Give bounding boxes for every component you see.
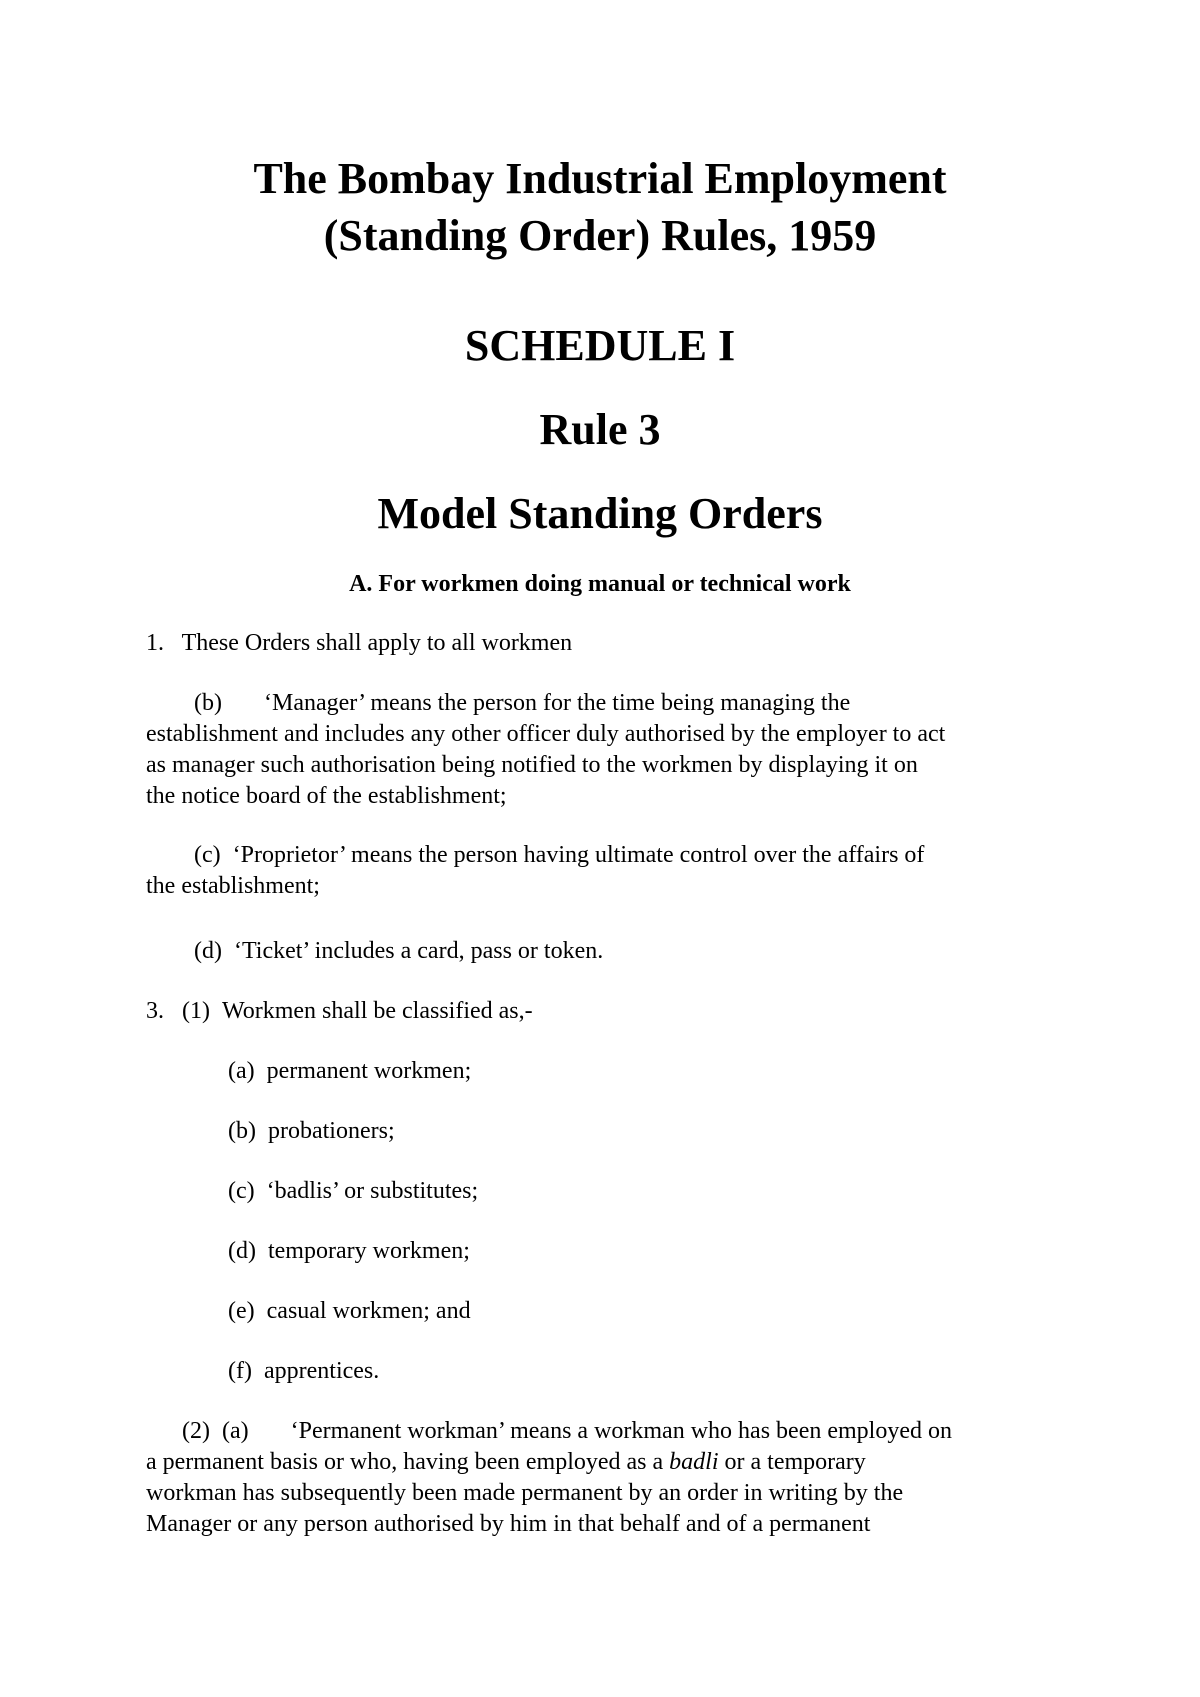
class-item: (b) probationers; <box>228 1118 395 1144</box>
model-standing-orders-heading: Model Standing Orders <box>377 489 823 538</box>
class-item: (d) temporary workmen; <box>228 1238 470 1264</box>
section-a-subheading: A. For workmen doing manual or technical work <box>349 571 851 597</box>
title-line-2: (Standing Order) Rules, 1959 <box>323 211 877 260</box>
rule-heading: Rule 3 <box>539 405 661 454</box>
order-1-text: 1. These Orders shall apply to all workmen <box>146 630 573 656</box>
title-line-1: The Bombay Industrial Employment <box>253 154 947 203</box>
text-run: or a temporary <box>718 1449 866 1475</box>
order-3-1-text: 3. (1) Workmen shall be classified as,- <box>146 998 533 1024</box>
definition-b-line: the notice board of the establishment; <box>146 783 507 809</box>
class-item: (f) apprentices. <box>228 1358 380 1384</box>
definition-b <box>146 688 1066 812</box>
italic-term-badli: badli <box>669 1449 719 1475</box>
order-3-2-a-line <box>146 1447 1066 1478</box>
text-run: a permanent basis or who, having been employed as a <box>146 1449 670 1475</box>
definition-c-line: (c) ‘Proprietor’ means the person having ultimate control over the affairs of <box>146 842 925 868</box>
definition-c-line: the establishment; <box>146 873 320 899</box>
document-title <box>0 150 1200 264</box>
definition-b-line: as manager such authorisation being notified to the workmen by displaying it on <box>146 752 918 778</box>
order-3-2-a-line: (2) (a) ‘Permanent workman’ means a workman who has been employed on <box>146 1418 952 1444</box>
definition-d: (d) ‘Ticket’ includes a card, pass or token. <box>146 938 604 964</box>
definition-b-line: establishment and includes any other officer duly authorised by the employer to act <box>146 721 946 747</box>
order-3-2-a-line: workman has subsequently been made permanent by an order in writing by the <box>146 1480 904 1506</box>
definition-b-line: (b) ‘Manager’ means the person for the time being managing the <box>146 690 851 716</box>
class-item: (e) casual workmen; and <box>228 1298 471 1324</box>
definition-c <box>146 840 1066 902</box>
class-item: (c) ‘badlis’ or substitutes; <box>228 1178 479 1204</box>
class-item: (a) permanent workmen; <box>228 1058 472 1084</box>
order-3-2-a <box>146 1416 1066 1540</box>
order-3-2-a-line: Manager or any person authorised by him in that behalf and of a permanent <box>146 1511 871 1537</box>
schedule-heading: SCHEDULE I <box>464 321 736 370</box>
